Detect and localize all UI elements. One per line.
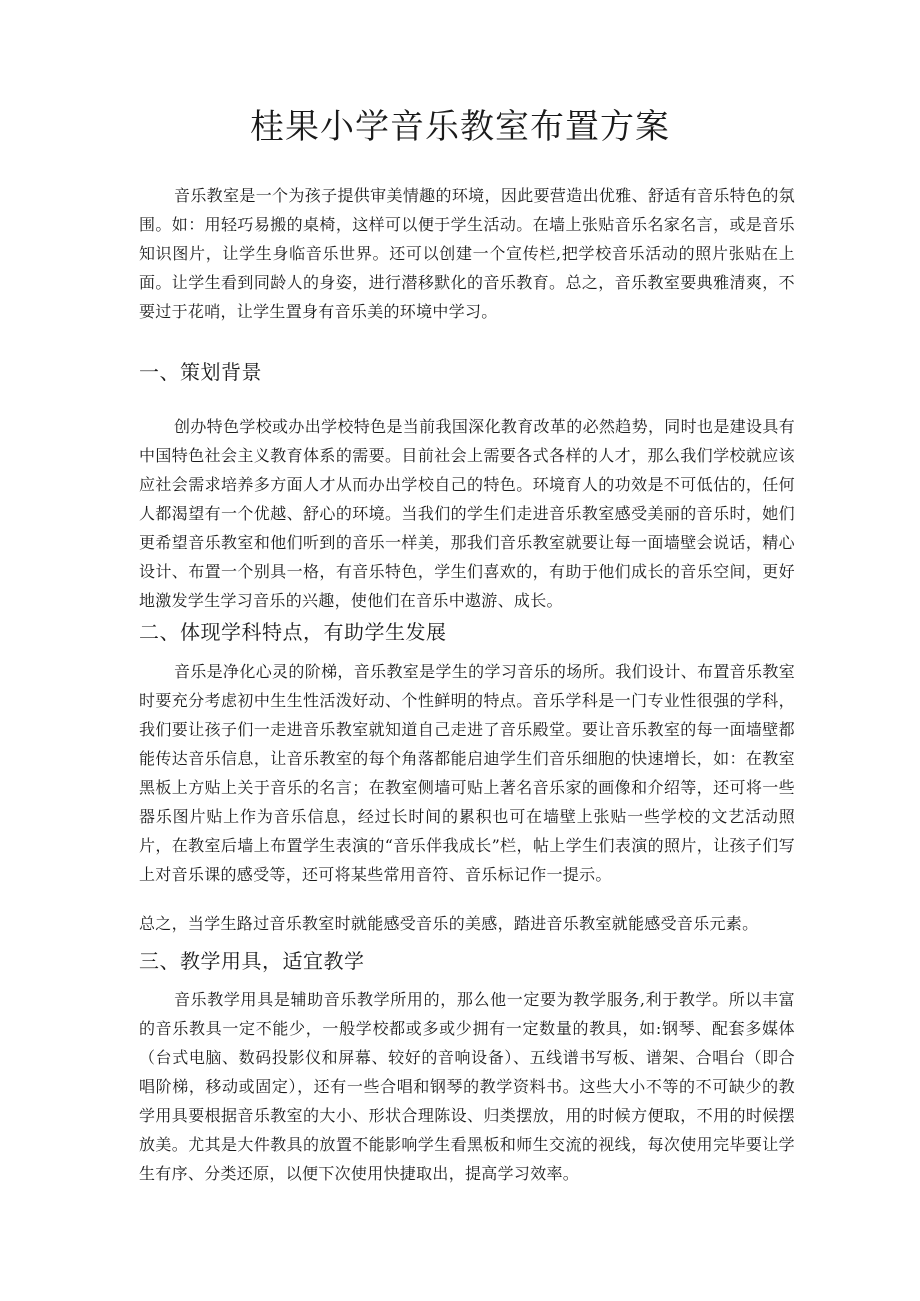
page-title: 桂果小学音乐教室布置方案 <box>250 107 670 147</box>
section-paragraph: 音乐教学用具是辅助音乐教学所用的，那么他一定要为教学服务,利于教学。所以丰富的音乐教具一定不能少，一般学校都或多或少拥有一定数量的教具，如:钢琴、配套多媒体（台式电脑、数码投影仪和屏幕、较好的音响设备）、五线谱书写板、谱架、合唱台（即合唱阶梯，移动或固定），还有一些合唱和钢琴的教学资料书。这些大小不等的不可缺少的教学用具要根据音乐教室的大小、形状合理陈设、归类摆放，用的时候方便取，不用的时候摆放美。尤其是大件教具的放置不能影响学生看黑板和师生交流的视线，每次使用完毕要让学生有序、分类还原，以便下次使用快捷取出，提高学习效率。 <box>139 990 795 1183</box>
section-heading-subject-features: 二、体现学科特点，有助学生发展 <box>139 620 447 644</box>
section-paragraph: 音乐是净化心灵的阶梯，音乐教室是学生的学习音乐的场所。我们设计、布置音乐教室时要充分考虑初中生生性活泼好动、个性鲜明的特点。音乐学科是一门专业性很强的学科，我们要让孩子们一走进音乐教室就知道自己走进了音乐殿堂。要让音乐教室的每一面墙壁都能传达音乐信息，让音乐教室的每个角落都能启迪学生们音乐细胞的快速增长，如：在教室黑板上方贴上关于音乐的名言；在教室侧墙可贴上著名音乐家的画像和介绍等，还可将一些器乐图片贴上作为音乐信息，经过长时间的累积也可在墙壁上张贴一些学校的文艺活动照片，在教室后墙上布置学生表演的“音乐伴我成长”栏，帖上学生们表演的照片，让孩子们写上对音乐课的感受等，还可将某些常用音符、音乐标记作一提示。 <box>139 662 795 884</box>
section-heading-teaching-tools: 三、教学用具，适宜教学 <box>139 949 365 973</box>
intro-paragraph: 音乐教室是一个为孩子提供审美情趣的环境，因此要营造出优雅、舒适有音乐特色的氛围。如：用轻巧易搬的桌椅，这样可以便于学生活动。在墙上张贴音乐名家名言，或是音乐知识图片，让学生身临音乐世界。还可以创建一个宣传栏,把学校音乐活动的照片张贴在上面。让学生看到同龄人的身姿，进行潜移默化的音乐教育。总之，音乐教室要典雅清爽，不要过于花哨，让学生置身有音乐美的环境中学习。 <box>139 186 795 321</box>
section-paragraph: 总之，当学生路过音乐教室时就能感受音乐的美感，踏进音乐教室就能感受音乐元素。 <box>139 914 759 933</box>
section-heading-background: 一、策划背景 <box>139 360 262 384</box>
section-paragraph: 创办特色学校或办出学校特色是当前我国深化教育改革的必然趋势，同时也是建设具有中国特色社会主义教育体系的需要。目前社会上需要各式各样的人才，那么我们学校就应该应社会需求培养多方面人才从而办出学校自己的特色。环境育人的功效是不可低估的，任何人都渴望有一个优越、舒心的环境。当我们的学生们走进音乐教室感受美丽的音乐时，她们更希望音乐教室和他们听到的音乐一样美，那我们音乐教室就要让每一面墙壁会说话，精心设计、布置一个别具一格，有音乐特色，学生们喜欢的，有助于他们成长的音乐空间，更好地激发学生学习音乐的兴趣，使他们在音乐中遨游、成长。 <box>139 417 795 610</box>
